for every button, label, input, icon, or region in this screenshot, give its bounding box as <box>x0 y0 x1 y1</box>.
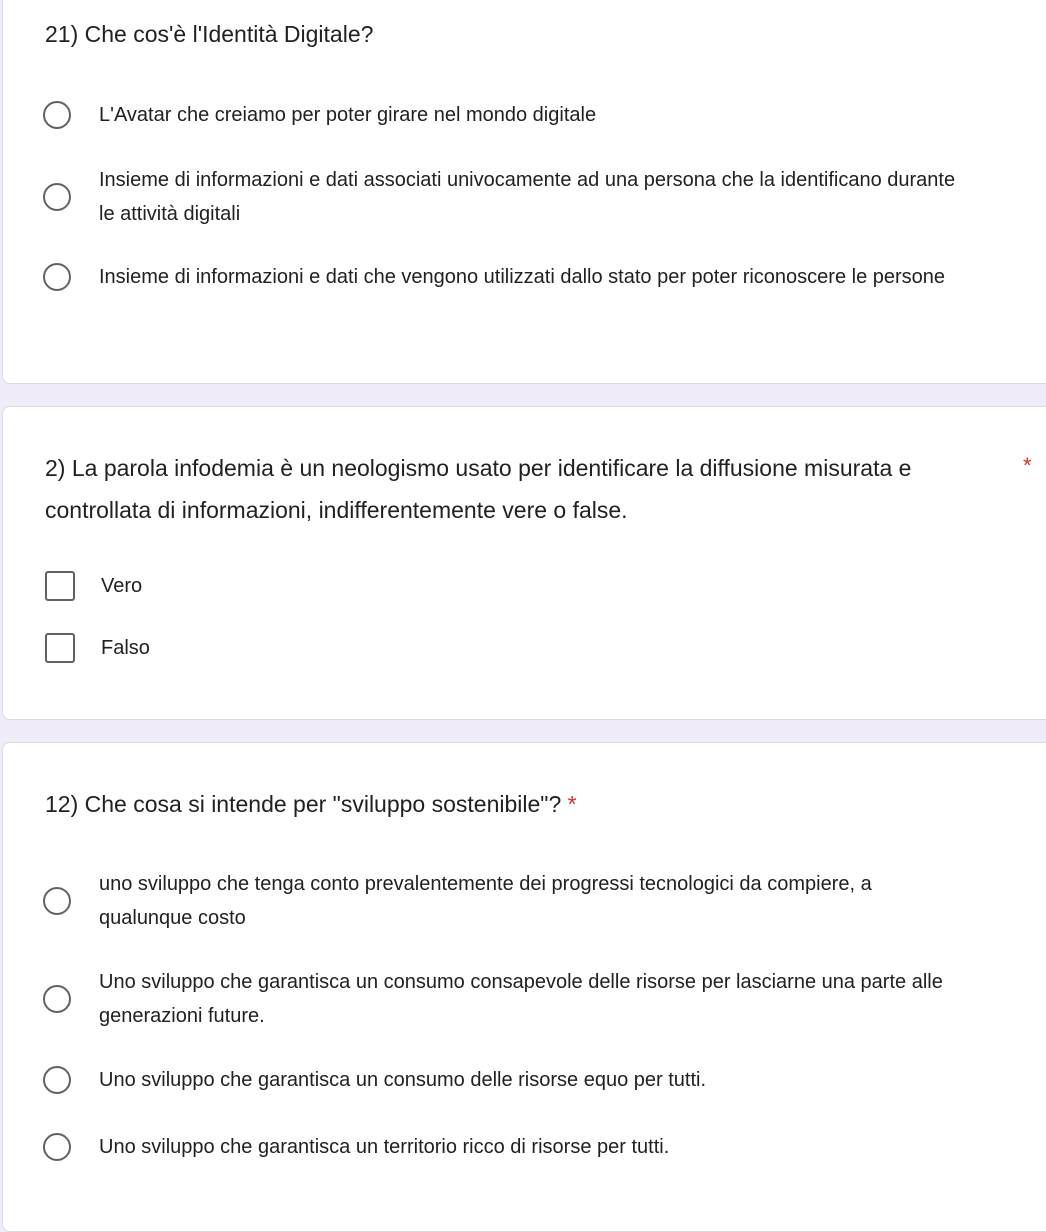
option-consumo-equo[interactable] <box>43 1063 1003 1097</box>
option-label: Insieme di informazioni e dati associati univocamente ad una persona che la identificano durante le attività digitali <box>99 169 956 225</box>
checkbox-option-vero[interactable] <box>43 569 1003 603</box>
radio-circle-icon[interactable] <box>43 101 71 129</box>
radio-circle-icon[interactable] <box>43 1066 71 1094</box>
question-title-12 <box>45 783 577 825</box>
checkbox-square-icon[interactable] <box>45 633 75 663</box>
option-avatar[interactable] <box>43 98 1003 132</box>
checkbox-option-falso[interactable] <box>43 631 1003 665</box>
option-label: Uno sviluppo che garantisca un territorio ricco di risorse per tutti. <box>99 1136 670 1158</box>
required-asterisk: * <box>567 791 577 817</box>
option-label: Falso <box>101 637 150 659</box>
radio-circle-icon[interactable] <box>43 1133 71 1161</box>
question-title-2: 2) La parola infodemia è un neologismo usato per identificare la diffusione misurata e controllata di informazioni, indifferentemente vere o false. <box>45 455 912 523</box>
option-label: Uno sviluppo che garantisca un consumo consapevole delle risorse per lasciarne una parte alle generazioni future. <box>99 971 943 1027</box>
radio-circle-icon[interactable] <box>43 183 71 211</box>
question-card-21 <box>2 0 1046 384</box>
question-title-21: 21) Che cos'è l'Identità Digitale? <box>45 21 374 47</box>
option-label: Uno sviluppo che garantisca un consumo delle risorse equo per tutti. <box>99 1069 707 1091</box>
radio-circle-icon[interactable] <box>43 985 71 1013</box>
question-title-text: 12) Che cosa si intende per "sviluppo sostenibile"? <box>45 791 562 817</box>
checkbox-square-icon[interactable] <box>45 571 75 601</box>
option-label: uno sviluppo che tenga conto prevalentemente dei progressi tecnologici da compiere, a qualunque costo <box>99 873 872 929</box>
option-insieme-stato[interactable] <box>43 260 1003 294</box>
radio-circle-icon[interactable] <box>43 887 71 915</box>
option-label: L'Avatar che creiamo per poter girare nel mondo digitale <box>99 104 597 126</box>
question-card-2 <box>2 406 1046 720</box>
required-asterisk: * <box>1023 453 1032 478</box>
option-insieme-persona[interactable] <box>43 163 1003 231</box>
option-label: Insieme di informazioni e dati che vengono utilizzati dallo stato per poter riconoscere le persone <box>99 266 946 288</box>
question-card-12 <box>2 742 1046 1232</box>
option-consumo-consapevole[interactable] <box>43 965 1003 1033</box>
option-progressi-tecnologici[interactable] <box>43 867 1003 935</box>
option-territorio-ricco[interactable] <box>43 1130 1003 1164</box>
radio-circle-icon[interactable] <box>43 263 71 291</box>
option-label: Vero <box>101 575 143 597</box>
